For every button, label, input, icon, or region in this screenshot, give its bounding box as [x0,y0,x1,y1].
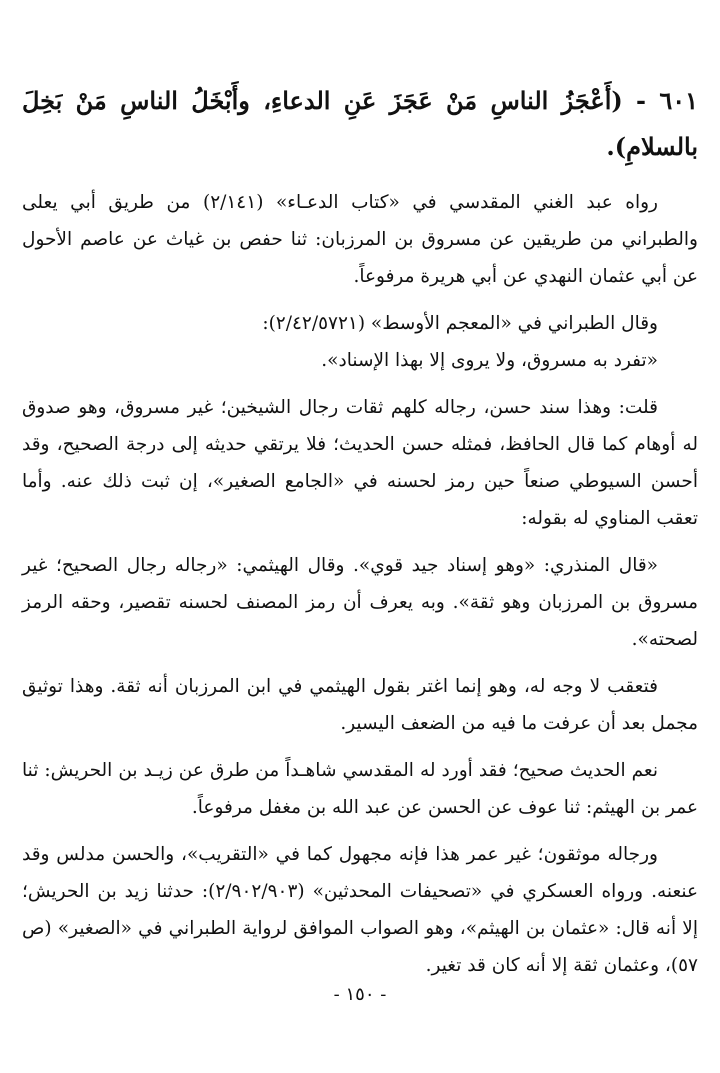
page-body [22,78,698,994]
paragraph-commentary: قلت: وهذا سند حسن، رجاله كلهم ثقات رجال الشيخين؛ غير مسروق، وهو صدوق له أوهام كما قال الحافظ، فمثله حسن الحديث؛ فلا يرتقي حديثه إلى درجة الصحيح، وقد أحسن السيوطي صنعاً حين رمز لحسنه في «الجامع الصغير»، إن ثبت ذلك عنه. وأما تعقب المناوي له بقوله: [22,397,698,529]
paragraph-tabarani-quote-intro: وقال الطبراني في «المعجم الأوسط» (٢/٤٢/٥٧٢١): [262,313,658,334]
page-number: - ١٥٠ - [333,984,387,1005]
hadith-text: - (أَعْجَزُ الناسِ مَنْ عَجَزَ عَنِ الدعاءِ، وأَبْخَلُ الناسِ مَنْ بَخِلَ بالسلامِ). [22,86,698,161]
hadith-heading [22,78,698,170]
paragraph-munawi-quote: «قال المنذري: «وهو إسناد جيد قوي». وقال الهيثمي: «رجاله رجال الصحيح؛ غير مسروق بن المرزبان وهو ثقة». وبه يعرف أن رمز المصنف لحسنه تقصير، وحقه الرمز لصحته». [22,555,698,650]
hadith-number: ٦٠١ [659,86,698,115]
paragraph-shahid: نعم الحديث صحيح؛ فقد أورد له المقدسي شاهـداً من طرق عن زيـد بن الحريش: ثنا عمر بن الهيثم: ثنا عوف عن الحسن عن عبد الله بن مغفل مرفوعاً. [22,760,698,818]
paragraph-narrators: ورجاله موثقون؛ غير عمر هذا فإنه مجهول كما في «التقريب»، والحسن مدلس وقد عنعنه. ورواه العسكري في «تصحيفات المحدثين» (٢/٩٠٢/٩٠٣): حدثنا زيد بن الحريش؛ إلا أنه قال: «عثمان بن الهيثم»، وهو الصواب الموافق لرواية الطبراني في «الصغير» (ص ٥٧)، وعثمان ثقة إلا أنه كان قد تغير. [22,844,699,976]
paragraph-rebuttal: فتعقب لا وجه له، وهو إنما اغتر بقول الهيثمي في ابن المرزبان أنه ثقة. وهذا توثيق مجمل بعد أن عرفت ما فيه من الضعف اليسير. [22,676,698,734]
paragraph-tabarani-quote: «تفرد به مسروق، ولا يروى إلا بهذا الإسناد». [321,350,658,371]
paragraph-takhrij: رواه عبد الغني المقدسي في «كتاب الدعـاء» (٢/١٤١) من طريق أبي يعلى والطبراني من طريقين عن مسروق بن المرزبان: ثنا حفص بن غياث عن عاصم الأحول عن أبي عثمان النهدي عن أبي هريرة مرفوعاً. [22,192,698,287]
